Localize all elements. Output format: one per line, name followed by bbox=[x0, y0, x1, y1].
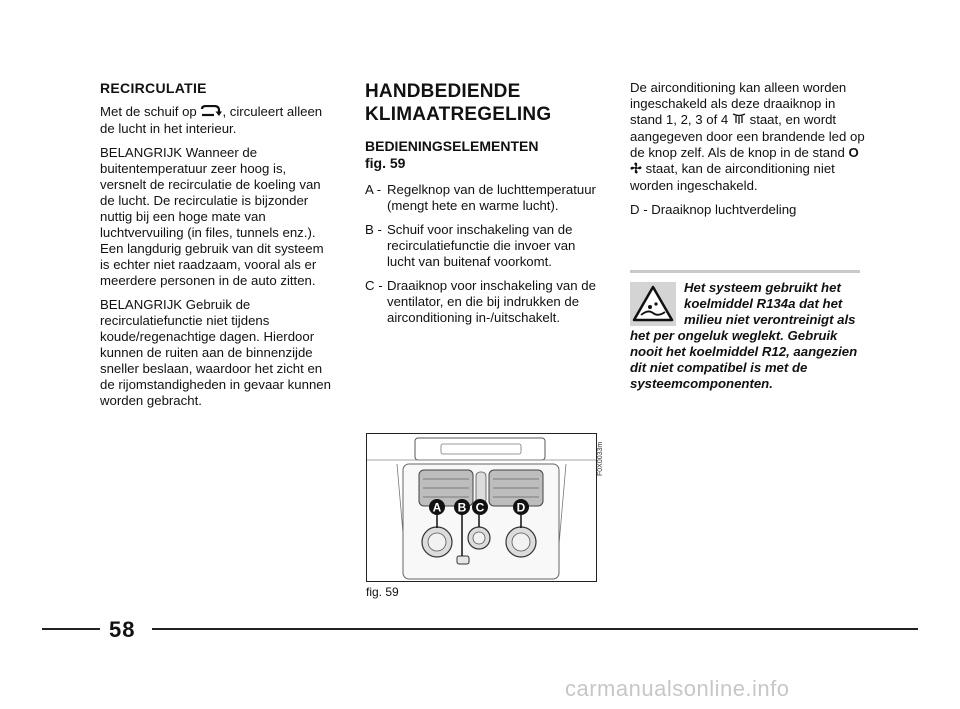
airco-text-o: O bbox=[848, 145, 859, 161]
column-handbediende bbox=[365, 80, 600, 334]
heading-recirculatie: RECIRCULATIE bbox=[100, 80, 207, 96]
paragraph-recirculatie-intro bbox=[100, 104, 335, 137]
figure-label-a: A bbox=[432, 500, 442, 515]
subheading-line-2: fig. 59 bbox=[365, 155, 406, 171]
item-letter: C - bbox=[365, 278, 383, 293]
airco-text-d: staat, kan de airconditioning niet worden ingeschakeld. bbox=[630, 161, 835, 193]
page-number: 58 bbox=[109, 617, 136, 642]
figure-label-b: B bbox=[457, 500, 467, 515]
paragraph-airco bbox=[630, 80, 865, 194]
recirc-text-pre: Met de schuif op bbox=[100, 104, 197, 119]
title-line-2: KLIMAATREGELING bbox=[365, 104, 552, 125]
item-text: Regelknop van de luchttemperatuur (mengt hete en warme lucht). bbox=[387, 182, 596, 213]
paragraph-belangrijk-1: BELANGRIJK Wanneer de buitentemperatuur zeer hoog is, versnelt de recirculatie de koeling van de lucht. De recirculatie is bijzonder nuttig bij een hoge mate van luchtvervuiling (in files, tunnels enz.). Een langdurig gebruik van dit systeem is echter niet raadzaam, vooral als er meerdere personen in de auto zitten. bbox=[100, 144, 324, 288]
max-fan-icon bbox=[732, 112, 746, 129]
column-recirculatie bbox=[100, 80, 335, 417]
paragraph-belangrijk-2: BELANGRIJK Gebruik de recirculatiefunctie niet tijdens koude/regenachtige dagen. Hierdoor kunnen de ruiten aan de binnenzijde sneller beslaan, waardoor het zicht en de rijomstandigheden in gevaar kunnen worden gebracht. bbox=[100, 296, 331, 408]
item-text: Schuif voor inschakeling van de recirculatiefunctie die invoer van lucht van buitenaf voorkomt. bbox=[387, 222, 576, 269]
item-letter: A - bbox=[365, 182, 382, 197]
item-text: Draaiknop voor inschakeling van de ventilator, en die bij indrukken de airconditioning in-/uitschakelt. bbox=[387, 278, 596, 325]
fan-icon bbox=[630, 162, 642, 178]
warning-note bbox=[630, 280, 865, 392]
list-item bbox=[365, 278, 600, 326]
item-letter: B - bbox=[365, 222, 382, 237]
watermark: carmanualsonline.info bbox=[565, 676, 790, 701]
figure-label-d: D bbox=[516, 500, 526, 515]
item-d: D - Draaiknop luchtverdeling bbox=[630, 201, 797, 217]
column-airconditioning bbox=[630, 80, 865, 226]
subheading-bedieningselementen bbox=[365, 138, 600, 172]
section-title bbox=[365, 80, 600, 126]
airco-text-a: De airconditioning kan alleen worden ingeschakeld als deze draaiknop in stand 1, 2, 3 of 4 bbox=[630, 80, 847, 127]
footer-rule-left bbox=[42, 628, 100, 630]
figure-caption: fig. 59 bbox=[366, 585, 399, 599]
recirculation-icon bbox=[200, 105, 222, 121]
subheading-line-1: BEDIENINGSELEMENTEN bbox=[365, 138, 539, 154]
figure-59-illustration bbox=[366, 433, 597, 582]
list-item bbox=[365, 182, 600, 214]
title-line-1: HANDBEDIENDE bbox=[365, 81, 521, 102]
dashboard-drawing bbox=[367, 434, 596, 581]
footer-rule-right bbox=[152, 628, 918, 630]
figure-label-c: C bbox=[475, 500, 485, 515]
list-item bbox=[365, 222, 600, 270]
recirc-text-post: , circuleert alleen de lucht in het interieur. bbox=[100, 104, 323, 136]
environment-warning-icon bbox=[630, 282, 676, 326]
airco-text-b: staat, en wordt aangegeven door een brandende led op de knop zelf. Als de knop in de stand bbox=[630, 112, 865, 161]
warning-text: Het systeem gebruikt het koelmiddel R134a dat het milieu niet verontreinigt als het per ongeluk weglekt. Gebruik nooit het koelmiddel R12, aangezien dit niet compatibel is met de systeemcomponenten. bbox=[630, 280, 858, 391]
figure-code: F0X0033m bbox=[597, 441, 604, 476]
warning-divider bbox=[630, 270, 860, 273]
